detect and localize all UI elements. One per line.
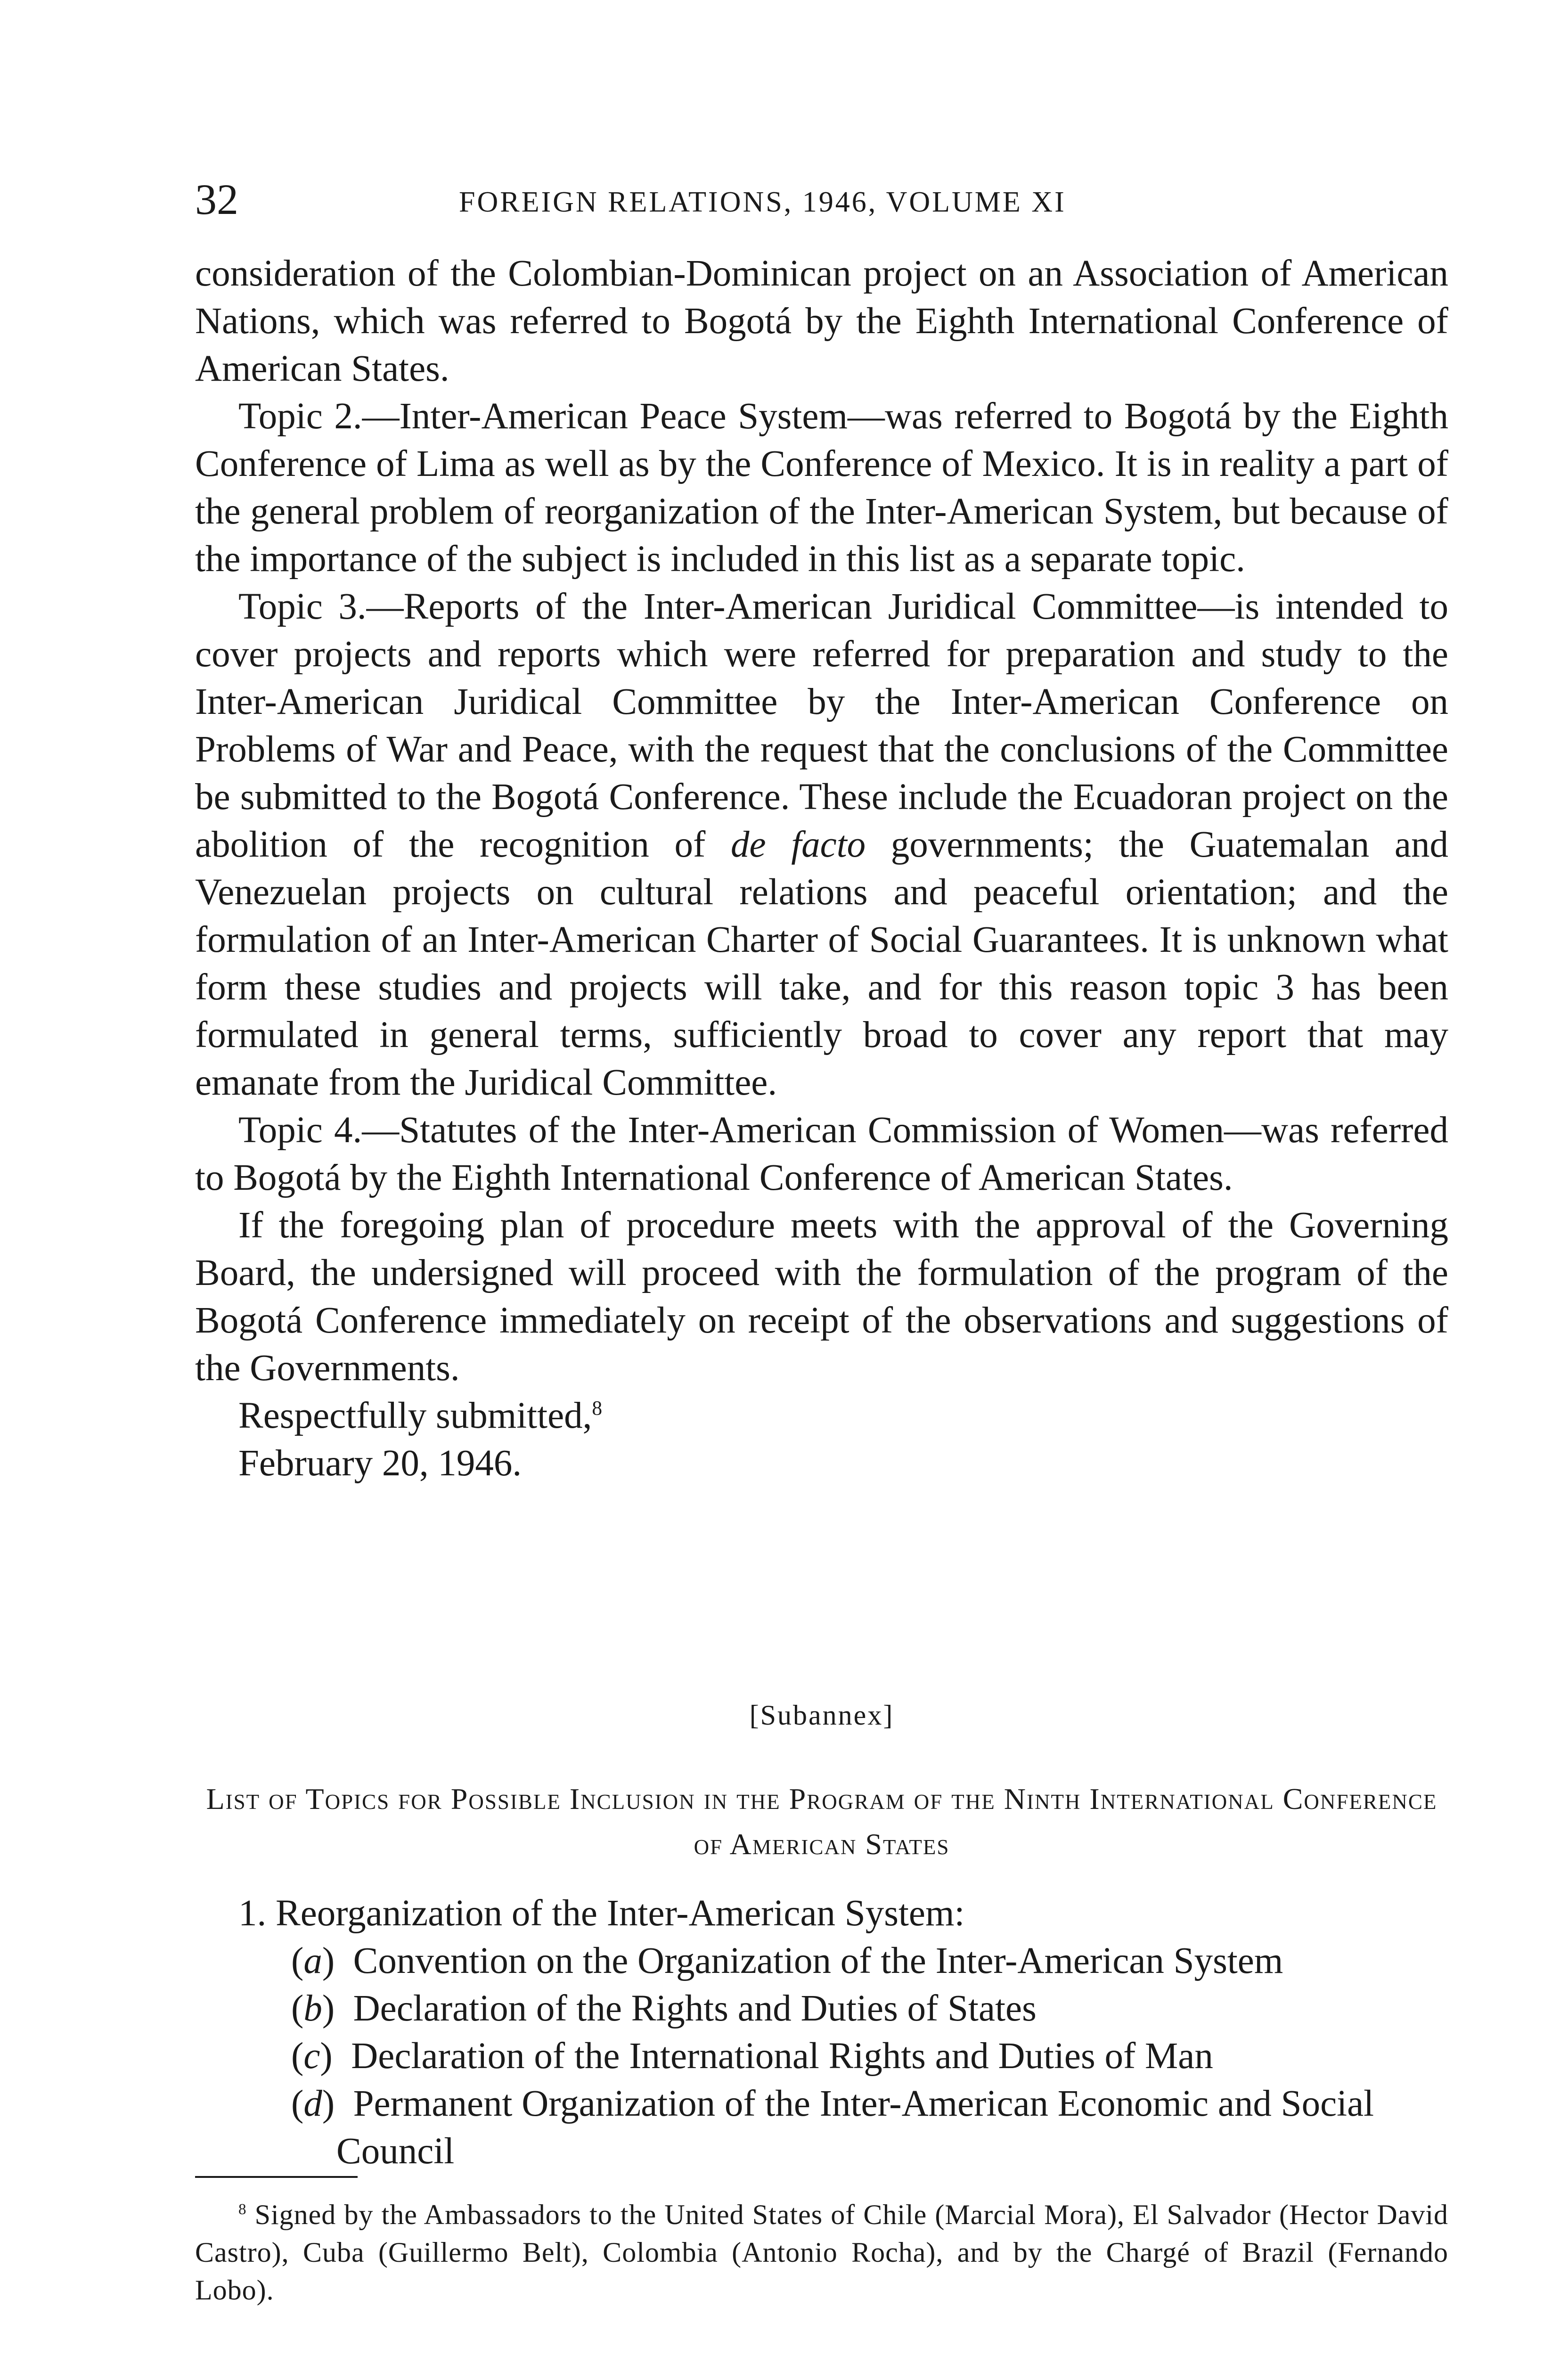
sub-item-letter: c [303,2036,320,2077]
sub-item-text: Permanent Organization of the Inter-American Economic and Social Council [336,2083,1374,2172]
footnote-reference: 8 [592,1397,603,1420]
document-date: February 20, 1946. [238,1443,522,1484]
topic-3-text-start: Topic 3.—Reports of the Inter-American Juridical Committee—is intended to cover projects and reports which were referred for preparation and study to the Inter-American Juridical Committee by the Inter-American Conference on Problems of War and Peace, with the request that the conclusions of the Committee be submitted to the Bogotá Conference. These include the Ecuadoran project on the abolition of the recognition of [195,586,1448,865]
topic-3-text-end: governments; the Guatemalan and Venezuelan projects on cultural relations and peaceful orientation; and the formulation of an Inter-American Charter of Social Guarantees. It is unknown what form these studies and projects will take, and for this reason topic 3 has been formulated in general terms, sufficiently broad to cover any report that may emanate from the Juridical Committee. [195,824,1448,1103]
sub-item-text: Declaration of the Rights and Duties of States [353,1988,1037,2029]
running-head [195,173,1448,225]
footnote-divider [195,2176,358,2178]
list-item: (d) Permanent Organization of the Inter-American Economic and Social Council [291,2083,1374,2172]
body-text [195,250,1448,1487]
topic-main-item: 1. Reorganization of the Inter-American System: [238,1893,965,1934]
topics-list [195,1890,1448,2175]
sub-item-letter: a [303,1940,322,1981]
sub-item-text: Convention on the Organization of the Inter-American System [353,1940,1283,1981]
running-title: FOREIGN RELATIONS, 1946, VOLUME XI [459,186,1066,218]
paragraph-procedure: If the foregoing plan of procedure meets with the approval of the Governing Board, the undersigned will proceed with the formulation of the program of the Bogotá Conference immediately on receipt of the observations and suggestions of the Governments. [195,1205,1448,1389]
closing-text: Respectfully submitted, [238,1395,592,1436]
list-heading: List of Topics for Possible Inclusion in the Program of the Ninth International Conference of American States [206,1782,1437,1861]
closing-line [195,1392,1448,1440]
de-facto-italic: de facto [730,824,866,865]
list-item: (c) Declaration of the International Rights and Duties of Man [291,2036,1213,2077]
footnote-mark: 8 [238,2201,247,2218]
footnote-text: Signed by the Ambassadors to the United States of Chile (Marcial Mora), El Salvador (Hector David Castro), Cuba (Guillermo Belt), Colombia (Antonio Rocha), and by the Chargé of Brazil (Fernando Lobo). [195,2199,1449,2306]
paragraph-topic-4: Topic 4.—Statutes of the Inter-American Commission of Women—was referred to Bogotá by the Eighth International Conference of American States. [195,1110,1448,1198]
paragraph-topic-2: Topic 2.—Inter-American Peace System—was referred to Bogotá by the Eighth Conference of Lima as well as by the Conference of Mexico. It is in reality a part of the general problem of reorganization of the Inter-American System, but because of the importance of the subject is included in this list as a separate topic. [195,396,1448,580]
list-item: (b) Declaration of the Rights and Duties of States [291,1988,1037,2029]
sub-item-letter: b [303,1988,322,2029]
sub-item-text: Declaration of the International Rights and Duties of Man [351,2036,1213,2077]
subannex-label: [Subannex] [749,1700,894,1731]
page-number: 32 [195,175,238,223]
sub-item-letter: d [303,2083,322,2124]
paragraph-continuation: consideration of the Colombian-Dominican project on an Association of American Nations, which was referred to Bogotá by the Eighth International Conference of American States. [195,253,1448,389]
paragraph-topic-3 [195,583,1448,1106]
list-item: (a) Convention on the Organization of the Inter-American System [291,1940,1283,1981]
footnote [195,2196,1448,2309]
